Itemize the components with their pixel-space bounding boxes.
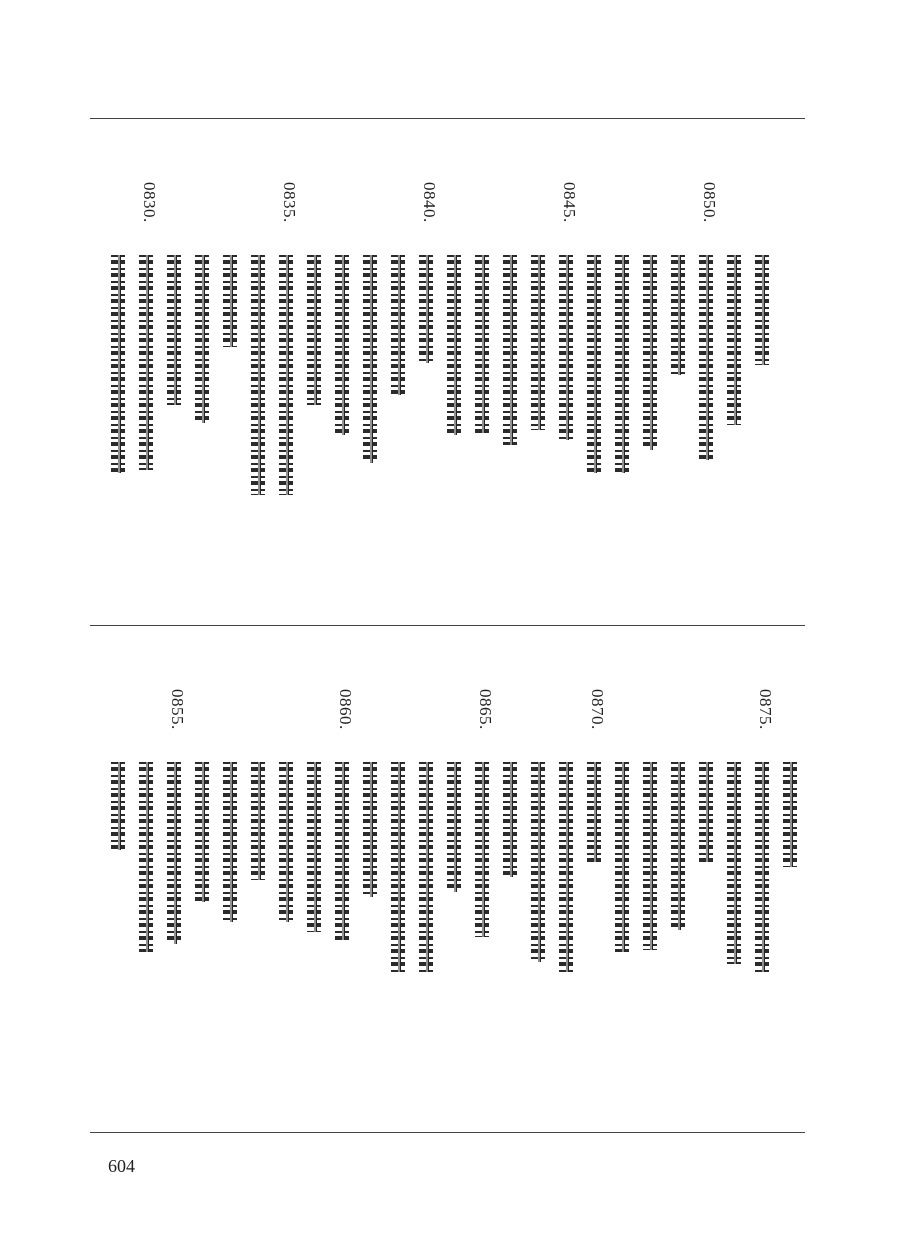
mongolian-script-line (475, 255, 489, 433)
mongolian-script-line (671, 762, 685, 930)
mongolian-script-line (167, 762, 181, 944)
mongolian-script-line (307, 255, 321, 405)
bottom-rule (90, 1132, 805, 1133)
mongolian-script-line (363, 762, 377, 897)
mongolian-script-line (531, 762, 545, 962)
mongolian-script-line (755, 255, 769, 365)
line-number: 0865. (476, 689, 495, 730)
mongolian-script-line (223, 762, 237, 922)
mongolian-script-line (167, 255, 181, 405)
line-number: 0830. (140, 182, 159, 223)
mongolian-script-line (279, 762, 293, 922)
page-number: 604 (108, 1156, 135, 1176)
mongolian-script-line (363, 255, 377, 463)
mongolian-script-line (335, 255, 349, 435)
mongolian-script-line (391, 255, 405, 395)
line-number: 0860. (336, 689, 355, 730)
mongolian-script-line (643, 255, 657, 450)
mongolian-script-line (503, 255, 517, 445)
mongolian-script-line (111, 762, 125, 850)
mongolian-script-line (223, 255, 237, 347)
line-number: 0840. (420, 182, 439, 223)
line-number: 0855. (168, 689, 187, 730)
mongolian-script-line (783, 762, 797, 867)
mongolian-script-line (531, 255, 545, 430)
mongolian-script-line (503, 762, 517, 877)
mongolian-script-line (671, 255, 685, 375)
line-number: 0850. (700, 182, 719, 223)
mongolian-script-line (251, 255, 265, 495)
mongolian-script-line (615, 255, 629, 473)
mongolian-script-line (475, 762, 489, 937)
mongolian-script-line (279, 255, 293, 495)
mongolian-script-line (139, 255, 153, 470)
mongolian-script-line (139, 762, 153, 952)
middle-rule (90, 625, 805, 626)
mongolian-script-line (643, 762, 657, 950)
mongolian-script-line (699, 762, 713, 862)
mongolian-script-line (727, 762, 741, 964)
mongolian-script-line (587, 762, 601, 862)
mongolian-script-line (419, 255, 433, 363)
mongolian-script-line (251, 762, 265, 880)
mongolian-script-line (559, 762, 573, 972)
mongolian-script-line (307, 762, 321, 932)
mongolian-script-line (755, 762, 769, 972)
mongolian-script-line (559, 255, 573, 440)
top-rule (90, 118, 805, 119)
mongolian-script-line (447, 255, 461, 435)
mongolian-script-line (615, 762, 629, 952)
mongolian-script-line (391, 762, 405, 972)
mongolian-script-line (447, 762, 461, 892)
mongolian-script-line (419, 762, 433, 972)
mongolian-script-line (587, 255, 601, 473)
mongolian-script-line (699, 255, 713, 460)
line-number: 0875. (756, 689, 775, 730)
mongolian-script-line (335, 762, 349, 940)
line-number: 0845. (560, 182, 579, 223)
mongolian-script-line (727, 255, 741, 425)
line-number: 0870. (588, 689, 607, 730)
mongolian-script-line (111, 255, 125, 473)
mongolian-script-line (195, 255, 209, 423)
line-number: 0835. (280, 182, 299, 223)
mongolian-script-line (195, 762, 209, 902)
